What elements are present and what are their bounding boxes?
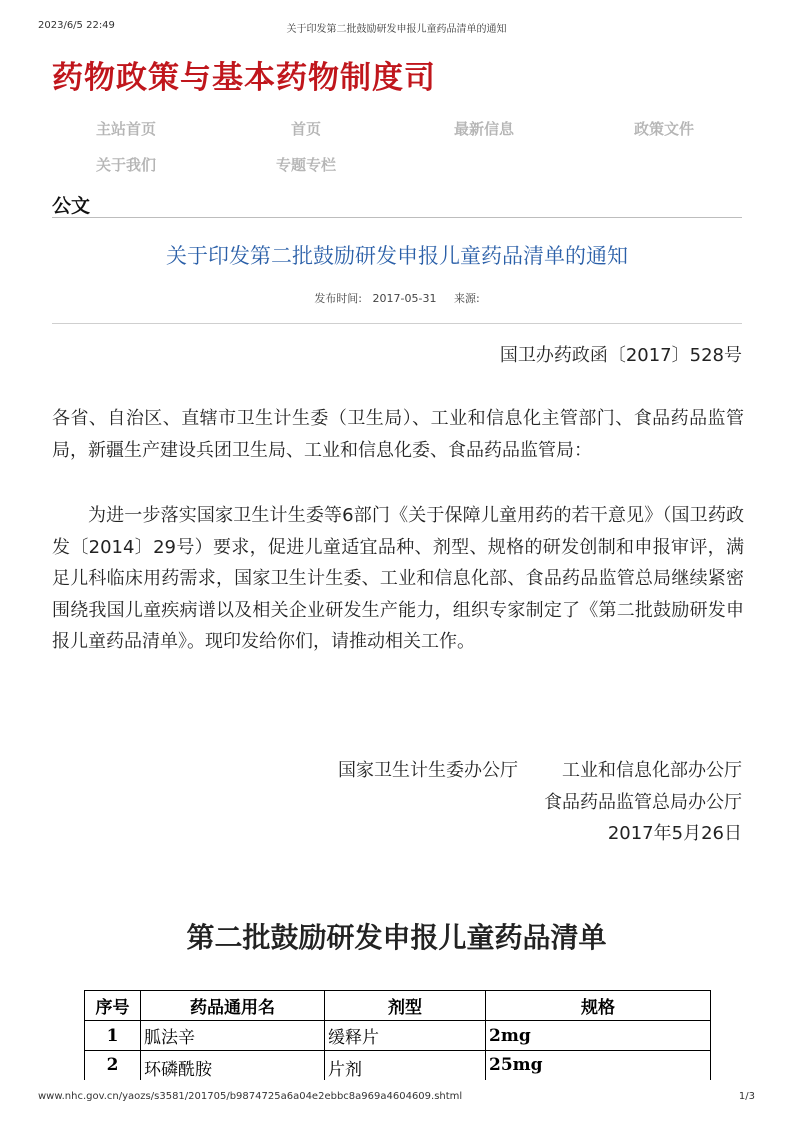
print-footer [38,1091,755,1105]
document-number: 国卫办药政函〔2017〕528号 [499,345,742,366]
section-divider [52,217,742,218]
print-page-number: 1/3 [738,1091,755,1102]
meta-divider [52,323,742,324]
print-url: www.nhc.gov.cn/yaozs/s3581/201705/b9874725a6a04e2ebbc8a969a4604609.shtml [38,1091,463,1102]
header-spec: 规格 [486,991,711,1021]
signing-date: 2017年5月26日 [607,823,742,844]
table-row [85,1021,711,1051]
header-name: 药品通用名 [141,991,325,1021]
signer-miit: 工业和信息化部办公厅 [562,760,742,781]
signer-fda: 食品药品监管总局办公厅 [544,792,742,813]
article-title: 关于印发第二批鼓励研发申报儿童药品清单的通知 [166,244,628,268]
signer-line-1 [338,756,742,782]
nav-link-policy[interactable]: 政策文件 [634,120,695,138]
nav-link-main-home[interactable]: 主站首页 [96,120,157,138]
nav-link-home[interactable]: 首页 [291,120,322,138]
site-title[interactable]: 药物政策与基本药物制度司 [52,60,436,96]
signer-health-commission: 国家卫生计生委办公厅 [338,760,518,781]
nav-link-latest[interactable]: 最新信息 [454,120,515,138]
print-page-title: 关于印发第二批鼓励研发申报儿童药品清单的通知 [286,24,507,35]
nav-link-topics[interactable]: 专题专栏 [276,156,337,174]
table-header-row [85,991,711,1021]
body-paragraph: 为进一步落实国家卫生计生委等6部门《关于保障儿童用药的若干意见》（国卫药政发〔2014〕29号）要求，促进儿童适宜品种、剂型、规格的研发创制和申报审评，满足儿科临床用药需求，国家卫生计生委、工业和信息化部、食品药品监管总局继续紧密围绕我国儿童疾病谱以及相关企业研发生产能力，组织专家制定了《第二批鼓励研发申报儿童药品清单》。现印发给你们，请推动相关工作。 [52,505,744,652]
header-form: 剂型 [325,991,486,1021]
nav-link-about[interactable]: 关于我们 [96,156,157,174]
section-label: 公文 [52,195,91,217]
print-header [38,20,755,34]
row-number: 2 [85,1051,141,1081]
drug-name: 胍法辛 [141,1021,325,1051]
table-row [85,1051,711,1081]
article-meta [52,290,742,306]
strength: 2mg [486,1021,711,1051]
publish-label: 发布时间: [314,292,363,305]
row-number: 1 [85,1021,141,1051]
source-label: 来源: [453,292,480,305]
drug-name: 环磷酰胺 [141,1051,325,1081]
dosage-form: 缓释片 [325,1021,486,1051]
header-no: 序号 [85,991,141,1021]
drug-table [84,990,711,1080]
strength: 25mg [486,1051,711,1081]
list-title: 第二批鼓励研发申报儿童药品清单 [186,921,607,954]
dosage-form: 片剂 [325,1051,486,1081]
publish-date: 2017-05-31 [372,292,437,305]
addressee: 各省、自治区、直辖市卫生计生委（卫生局）、工业和信息化主管部门、食品药品监管局，新疆生产建设兵团卫生局、工业和信息化委、食品药品监管局： [52,408,744,461]
print-datetime: 2023/6/5 22:49 [38,20,115,31]
